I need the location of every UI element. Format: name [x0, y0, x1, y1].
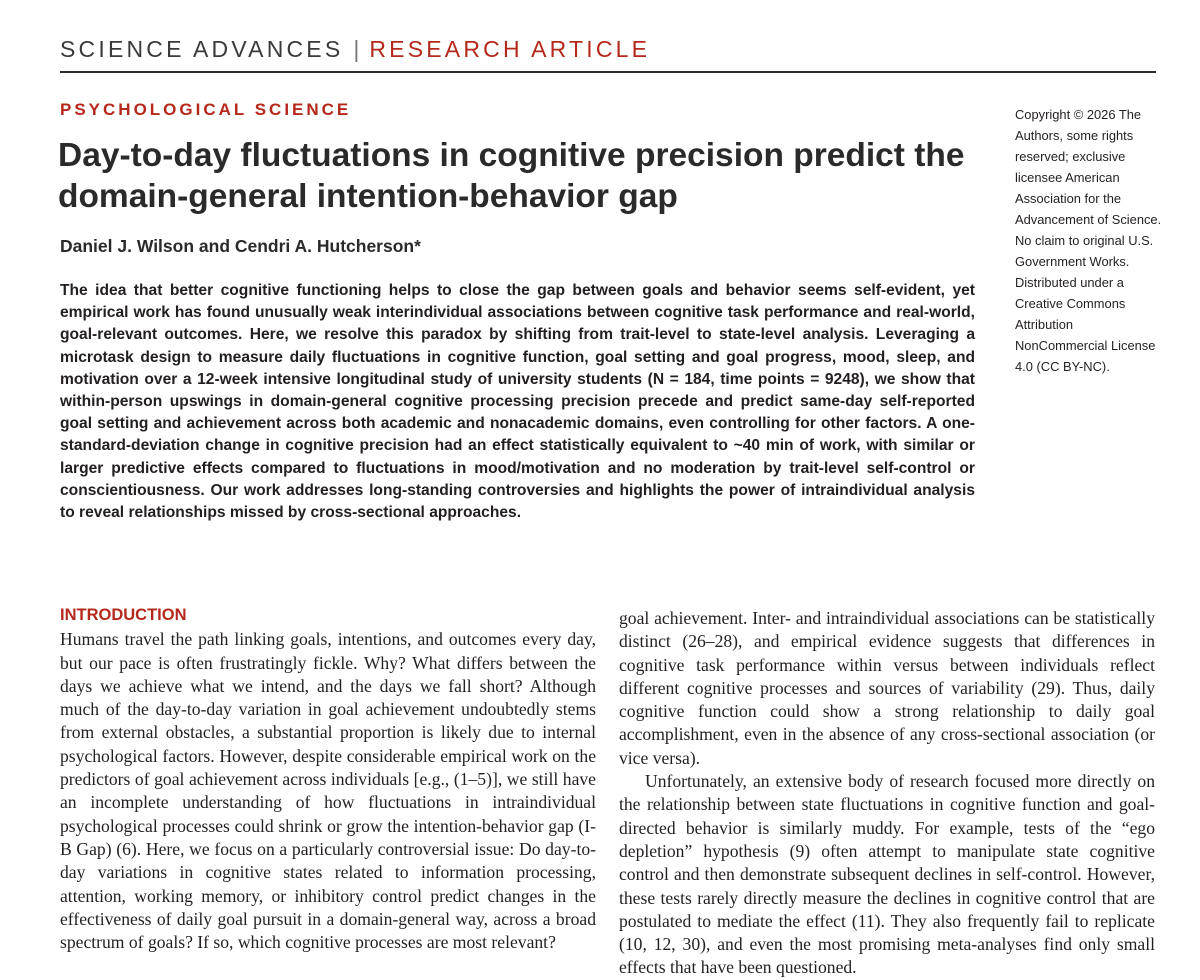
header-rule — [60, 71, 1156, 73]
section-label: PSYCHOLOGICAL SCIENCE — [60, 100, 352, 119]
author-list: Daniel J. Wilson and Cendri A. Hutcherson* — [60, 236, 421, 256]
article-title: Day-to-day fluctuations in cognitive precision predict the domain-general intention-behavior gap — [58, 137, 965, 215]
introduction-heading: INTRODUCTION — [60, 606, 187, 624]
journal-name: SCIENCE ADVANCES — [60, 36, 344, 62]
body-paragraph: goal achievement. Inter- and intraindividual associations can be statistically distinct (26–28), and empirical evidence suggests that differences in cognitive task performance within versus between individuals reflect different cognitive processes and sources of variability (29). Thus, daily cognitive function could show a strong relationship to daily goal accomplishment, even in the absence of any cross-sectional association (or vice versa). — [619, 608, 1155, 768]
body-paragraph: Humans travel the path linking goals, intentions, and outcomes every day, but our pace is often frustratingly fickle. Why? What differs between the days we achieve what we intend, and the days we fall short? Although much of the day-to-day variation in goal achievement undoubtedly stems from external obstacles, a substantial proportion is likely due to internal psychological factors. However, despite considerable empirical work on the predictors of goal achievement across individuals [e.g., (1–5)], we still have an incomplete understanding of how fluctuations in intraindividual psychological processes could shrink or grow the intention-behavior gap (I-B Gap) (6). Here, we focus on a particularly controversial issue: Do day-to-day variations in cognitive states related to information processing, attention, working memory, or inhibitory control predict changes in the effectiveness of daily goal pursuit in a domain-general way, across a broad spectrum of goals? If so, which cognitive processes are most relevant? — [60, 629, 596, 953]
body-paragraph: Unfortunately, an extensive body of research focused more directly on the relationship between state fluctuations in cognitive function and goal-directed behavior is similarly muddy. For example, tests of the “ego depletion” hypothesis (9) often attempt to manipulate state cognitive control and then demonstrate subsequent declines in self-control. However, these tests rarely directly measure the declines in cognitive control that are postulated to mediate the effect (11). They also frequently fail to replicate (10, 12, 30), and even the most promising meta-analyses find only small effects that have been questioned. — [619, 771, 1155, 978]
article-type: RESEARCH ARTICLE — [369, 36, 651, 62]
body-column-right — [619, 607, 1155, 980]
journal-header — [60, 36, 650, 63]
abstract: The idea that better cognitive functioning helps to close the gap between goals and behavior seems self-evident, yet empirical work has found unusually weak interindividual associations between cognitive task performance and real-world, goal-relevant outcomes. Here, we resolve this paradox by shifting from trait-level to state-level analysis. Leveraging a microtask design to measure daily fluctuations in cognitive function, goal setting and goal progress, mood, sleep, and motivation over a 12-week intensive longitudinal study of university students (N = 184, time points = 9248), we show that within-person upswings in domain-general cognitive processing precision precede and predict same-day self-reported goal setting and achievement across both academic and nonacademic domains, even controlling for other factors. A one-standard-deviation change in cognitive precision had an effect statistically equivalent to ~40 min of work, with similar or larger predictive effects compared to fluctuations in mood/motivation and no moderation by trait-level self-control or conscientiousness. Our work addresses long-standing controversies and highlights the power of intraindividual analysis to reveal relationships missed by cross-sectional approaches. — [60, 282, 975, 522]
copyright-notice: Copyright © 2026 The Authors, some rights reserved; exclusive licensee American Association for the Advancement of Science. No claim to original U.S. Government Works. Distributed under a Creative Commons Attribution NonCommercial License 4.0 (CC BY-NC). — [1015, 107, 1162, 374]
header-separator: | — [353, 36, 360, 62]
body-column-left — [60, 604, 596, 954]
